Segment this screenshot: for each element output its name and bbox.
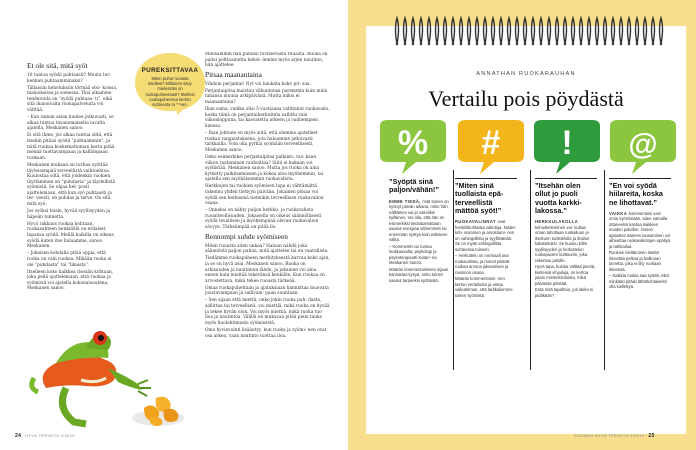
body-paragraph: – Ihan johtuen on myös siitä, että olemme ajatelleet ruokaa rangaistuksena, jota haluamme jatkuvasti tarkkailla. Voin olla pyrkiä syömään terveellisesti, Meskanen sanoo. [205,131,318,153]
body-paragraph: – Herkuttelu on normaali osa ruokavaliota, ja monet pitävät ruokaa arvona jaksamisen ja ravinnon osana. [455,253,510,275]
body-paragraph: Hyvä rakkaus ruokaa kohtaan, ruokasuhteen henkilöllä on erilaiset tapansa syödä. Meillä kaikilla on oikeus syödä kuten itse haluamme, sanoo Meskanen. [27,221,114,250]
sidebar-pureksittavaa [135,53,205,111]
pull-quote: ”Miten sinä tuollaista epä- terveellistä mättöä syöt!” [455,181,504,215]
spiral-hole [548,43,551,46]
bubble-hash-icon [458,120,524,174]
spiral-hole [420,43,423,46]
body-paragraph: – Sen sijaan että miettii, onko jokin ruoka puh- dasta, sallittua tai terveellistä, voi miettiä, mikä ruoka on hyvää ja tekee hyvän olon. Voi myös miettiä, mikä ruoka tuo iloa ja nautintoa. Välillä on mukavaa pitää pieni tauko myös huolehtimasta syömisestä. [205,298,330,326]
spiral-hole [500,43,503,46]
speech-bubbles-row [372,116,682,176]
footer-left [15,433,75,439]
spiral-ring [588,18,591,44]
spiral-hole [492,43,495,46]
spiral-ring [484,18,487,44]
spiral-ring [436,18,439,44]
section-heading: Pitsaa maanantaina [205,69,262,79]
spiral-ring [492,18,495,44]
spiral-ring [404,18,407,44]
spiral-ring [524,18,527,44]
body-paragraph: Ei sitä ihme, jos alkaa tuntua siltä, että itsekin pitäisi syödä ”puhtaammin”, ja mitä ruokaa koskemattoman kerta pitää mennä tuottavampaan ja kalliimpaan ruokaan. [27,133,115,161]
spiral-hole [620,43,623,46]
spiral-hole [660,43,663,46]
spiral-hole [444,43,447,46]
spiral-hole [540,43,543,46]
frog-with-cheese-puffs-illustration [26,318,191,433]
spiral-hole [508,43,511,46]
spiral-ring [428,18,431,44]
section-heading: Rennompi suhde syömiseen [205,231,288,241]
quote-column-1 [389,178,451,284]
left-column-2 [205,52,330,422]
body-paragraph: Tiedämme ruokapuheen merkityksestä karvaa koko ajan, ja se on hyvä asia. Meskanen sanoo. Ruoka on arkisuuden ja nautinnon lähde, ja jokainen voi aina ennen kuin mieltää tekevänsä henkilön. Kun ruokaa on arvostettava, mikä tekee ruoasta tärkeää. [205,256,330,284]
spiral-hole [524,43,527,46]
spiral-ring [468,18,471,44]
bubble-at-icon [610,120,676,174]
frog-icon [32,331,151,424]
body-paragraph: EMME TIEDÄ, mitä toinen on syönyt päivän aikana, onko hän nälkäinen vai jo valmiiksi kylläinen. Voi olla, että hän on esimerkiksi tiedostamattaan saanut energiaa vähemmän tai enemmän syötyä kuin esikseen valita. [389,198,449,243]
spiral-ring [604,18,607,44]
body-paragraph: – Kun saman asian kuulee jatkuvasti, se alkaa tuntua tavanomaiselta tavalta ajatella, Meskanen sanoo. [27,115,114,132]
body-paragraph: Jos syöksi toisin, hyvää syyllisyyden ja häpeän tunnetta. [27,209,111,220]
spiral-hole [412,43,415,46]
spiral-ring [500,18,503,44]
spiral-hole [588,43,591,46]
pull-quote: ”Syöptä sinä paljon/vähän!” [389,177,439,195]
body-paragraph: Ihan sama, vaikka olisi 5-vuotiaana valittanut ruokavalio, koska tämä on perjantaiherkuttelu sallittu vain viikonloppuna, tai kasvatettu arkeen ja vanhempien kanssa. [205,107,330,129]
svg-text:%: % [397,124,429,162]
body-paragraph: Perjantaipitsa maistuu vilkuntonsa paremmin kuin minä tahansa muuna arkipäivänä. Mutta miksi ei maanantaina? [205,88,328,106]
spiral-ring [572,18,575,44]
body-paragraph: Omaa ruokapuhettaan ja ajatuksiaan kannattaa muovata joustavampaan ja sallivam- paan suuntaan. [205,285,329,297]
footer-left-text: HYVÄ TERVEYS 2/2019 [25,433,75,438]
body-paragraph: Ruokien kieltäminen itseltä ilmentää pelkoa ja hallinnan tarvetta, joka ei liity ruokaan itseensä. [609,250,661,272]
spiral-ring [636,18,639,44]
spiral-hole [468,43,471,46]
pull-quote: ”Itsehän olen ollut jo puoli vuotta karkki- lakossa.” [535,181,582,215]
spiral-hole [628,43,631,46]
spiral-ring [628,18,631,44]
body-paragraph: – Onneksi on nähty paljon herkku- ja ruokavaliota ruoanteollisuuden. Jokaisella on oikeus säännöllisesti syödä tavallisen ja myöhempänä olevan ruokavalion sävyyn. Tärkeämpää on pitää ilo. [205,208,322,231]
spiral-ring [516,18,519,44]
spiral-ring [596,18,599,44]
spiral-ring [580,18,583,44]
spiral-ring [460,18,463,44]
spiral-hole [644,43,647,46]
author-byline: ANNATHAN RUOKARAUHAN [476,71,576,77]
spiral-hole [396,43,399,46]
left-column-1 [27,60,119,290]
body-paragraph: Itselleen koko kaikkea itseään kohtaan, joka peliä ajattelemaan, että ruokaa ja syömistä voi ajatella kokonaisuutena, Meskanen sanoo. [27,269,114,290]
spiral-hole [404,43,407,46]
quote-column-2 [455,178,517,299]
lead-in: HERKKULAKOLLA [535,219,578,225]
page-title: Vertailu pois pöydästä [428,86,624,111]
spiral-ring [644,18,647,44]
spiral-hole [604,43,607,46]
spiral-hole [516,43,519,46]
svg-text:!: ! [561,124,573,162]
body-paragraph: Määrän kommentoimisen sijaan kannattaa kysyä, onko toinen saanut tarpeeksi syötävää. [389,266,449,283]
spiral-hole [428,43,431,46]
lead-in: EMME TIEDÄ, [389,198,423,204]
spiral-hole [572,43,575,46]
spiral-ring [652,18,655,44]
quote-column-3 [535,178,597,299]
body-paragraph: Entä mitä tapahtuu, jos lakko ei pidäkään? [535,287,594,298]
spiral-ring [660,18,663,44]
body-paragraph: 10 tuntoa syödä puhtaasti? Muuta tur- kenhan puhtaamminaksi? [27,73,111,84]
body-paragraph: Määrän kommentoimi- nen kertoo vertailusta ja antaa vaikutelman, että tarkkailemme toisen syömistä. [455,276,513,298]
page-number-left: 24 [15,433,22,439]
spiral-hole [556,43,559,46]
spiral-ring [420,18,423,44]
svg-text:@: @ [628,128,658,161]
spiral-hole [596,43,599,46]
lead-in: VAIKKA [609,210,629,216]
pull-quote: ”En voi syödä hiilareita, koska ne lihottavat.” [609,181,663,207]
spiral-ring [548,18,551,44]
spiral-hole [564,43,567,46]
body-paragraph: Herkkujen tai ruokien syömisen lupa ei välttämättä rakennu yhden tiettyyn päivään. Jokainen pitsaa voi syödä sen hetkisenä tietenkin terveellisen ruokavalion osana. [205,184,324,207]
body-paragraph: – Jokaisen kohdalla pitää oppia, että ruoka on vain ruokaa. Mikään ruoka ei ole ”puhdasta” tai ”likaista”. [27,251,112,268]
spiral-hole [460,43,463,46]
body-paragraph: Oma hyvinvointi lisääntyy, kun ruoka ja syömi- nen ovat osa arkea, vaan nautinto tuottaa iloa. [205,327,327,339]
spiral-ring [452,18,455,44]
footer-right [574,433,655,439]
column-divider [604,170,605,370]
spiral-ring [396,18,399,44]
body-paragraph: Miten ruuasta siten unkaa? Haluan nähdä joka säännöstä paljon puhua, mitä ajattelee tai on vaarallista. [205,243,329,255]
sidebar-title: PUREKSITTAVAA [141,67,199,74]
column-divider [453,170,454,370]
quote-column-4 [609,178,671,291]
footer-right-text: SUOMEN HYVÄ TERVEYS 2/2019 [574,433,645,438]
body-paragraph: Meskanen mukaan on turhaa syöttää täyteisempää terveellistä vaihtoehtoa. Kuulostaa siltä, että joidenkin ruokien täyttäminen on ”puhdasta” ja täydellistä syömistä. Se ohjaa hel- posti ajattelemaan, että kun syö puhtaasti ja ter- veesti, on puhdas ja terve. On sitä, mitä syö. [27,162,116,208]
spiral-hole [580,43,583,46]
spiral-ring [444,18,447,44]
section-heading: Et ole sitä, mitä syöt [27,61,88,70]
notebook-spiral-binding [393,14,668,48]
body-paragraph: Vihdoin perjantai! Nyt voi haukata koko pit- saa. [205,81,311,87]
spiral-ring [508,18,511,44]
body-paragraph: Mielsammin hän puhuisi ravitsevasta ruuasta. Ruoka on paitsi polttoainetta kehol- lemme myös arjen nautinto, hän ajattelee. [205,52,328,69]
spiral-ring [556,18,559,44]
spiral-ring [564,18,567,44]
body-paragraph: Hyvä tapa, kuinka välttää pieniä, kielteisiä vihjailuja, on kertoa jotain mielenkiintoista, mikä päivässä piristää. [535,264,596,286]
sidebar-text: Miten puhut ruoasta itsellesi? Millainen sävy mielessäsi on ruokapuheessasi? Itsellesi ruokapuheessa kertoo suhteesta ruokaan. [145,76,195,108]
body-paragraph: VAIKKA kommentoisi vain omia syömisiään, tulee samalla ottaneeksi kantaa kaikkien muiden paloihin. Omien ajatusten ääneen lausuminen voi aiheuttaa ruokavalintojen epäilyä ja tarkkailua. [609,210,671,249]
spiral-hole [484,43,487,46]
spiral-ring [476,18,479,44]
spiral-hole [436,43,439,46]
cheese-puffs-icon [132,397,184,426]
spiral-ring [620,18,623,44]
body-paragraph: – Kommentti voi tuntua loukkaavalta, psykologi ja psykoterapeutti Katari- na Meskanen sanoo. [389,243,437,266]
spiral-hole [532,43,535,46]
spiral-hole [636,43,639,46]
body-paragraph: RUOKAVALINNAT ovat henkilökohtaisia valintoja. Niiden kriti- soiminen ja arvostami- nen on vahingollista ja syyllistävää. Se on myös vahingollista suhteessa toiseen. [455,219,516,252]
spiral-hole [476,43,479,46]
body-paragraph: Onko esimerkiksi perjantaipitsa palkinto, tas- kaan viikon raataminen rauhoittaa? Siitä ei kukaan voi syyllistää. Meskanen sanoo. Mutta jos ruoka on aina kytketty palkitsemiseen ja kokea oloa myöhemmin, tai ajatella sen myöhäisemmin ruokavaliota. [205,154,324,183]
spiral-ring [412,18,415,44]
svg-text:#: # [481,124,501,162]
column-divider [530,170,531,370]
spiral-hole [452,43,455,46]
body-paragraph: HERKKULAKOLLA kehuskeleminen vai- kuttaa oman taholtaan ruokailuun ja itsekurin todistelulla ja ihailun kalasteluksi. Se kuuluu kiltin syyllisyyden ja herkuttelun ruokapuolen kulttuuriin, joka rakentuu pelolle. [535,219,590,263]
lead-in: RUOKAVALINNAT [455,219,498,225]
spiral-ring [540,18,543,44]
body-paragraph: – Kaikkia ruokia saa syödä, eikä minkään pitäisi lähtökohtaisesti olla kiellettyä. [609,273,669,290]
spiral-hole [652,43,655,46]
bubble-exclamation-icon [534,120,600,174]
bubble-percent-icon [380,120,446,174]
page-number-right: 25 [648,433,655,439]
spiral-ring [532,18,535,44]
spiral-hole [612,43,615,46]
body-paragraph: Tällaisiin kehotuksiin törmää otsi- koissa, mainoksissa ja somessa. Yksi alkamme tenderoida on ”syödä puhtaas- ti”, eikä sitä ihanoivalta ruokapalveluita voi välttää. [27,85,118,114]
spiral-ring [612,18,615,44]
